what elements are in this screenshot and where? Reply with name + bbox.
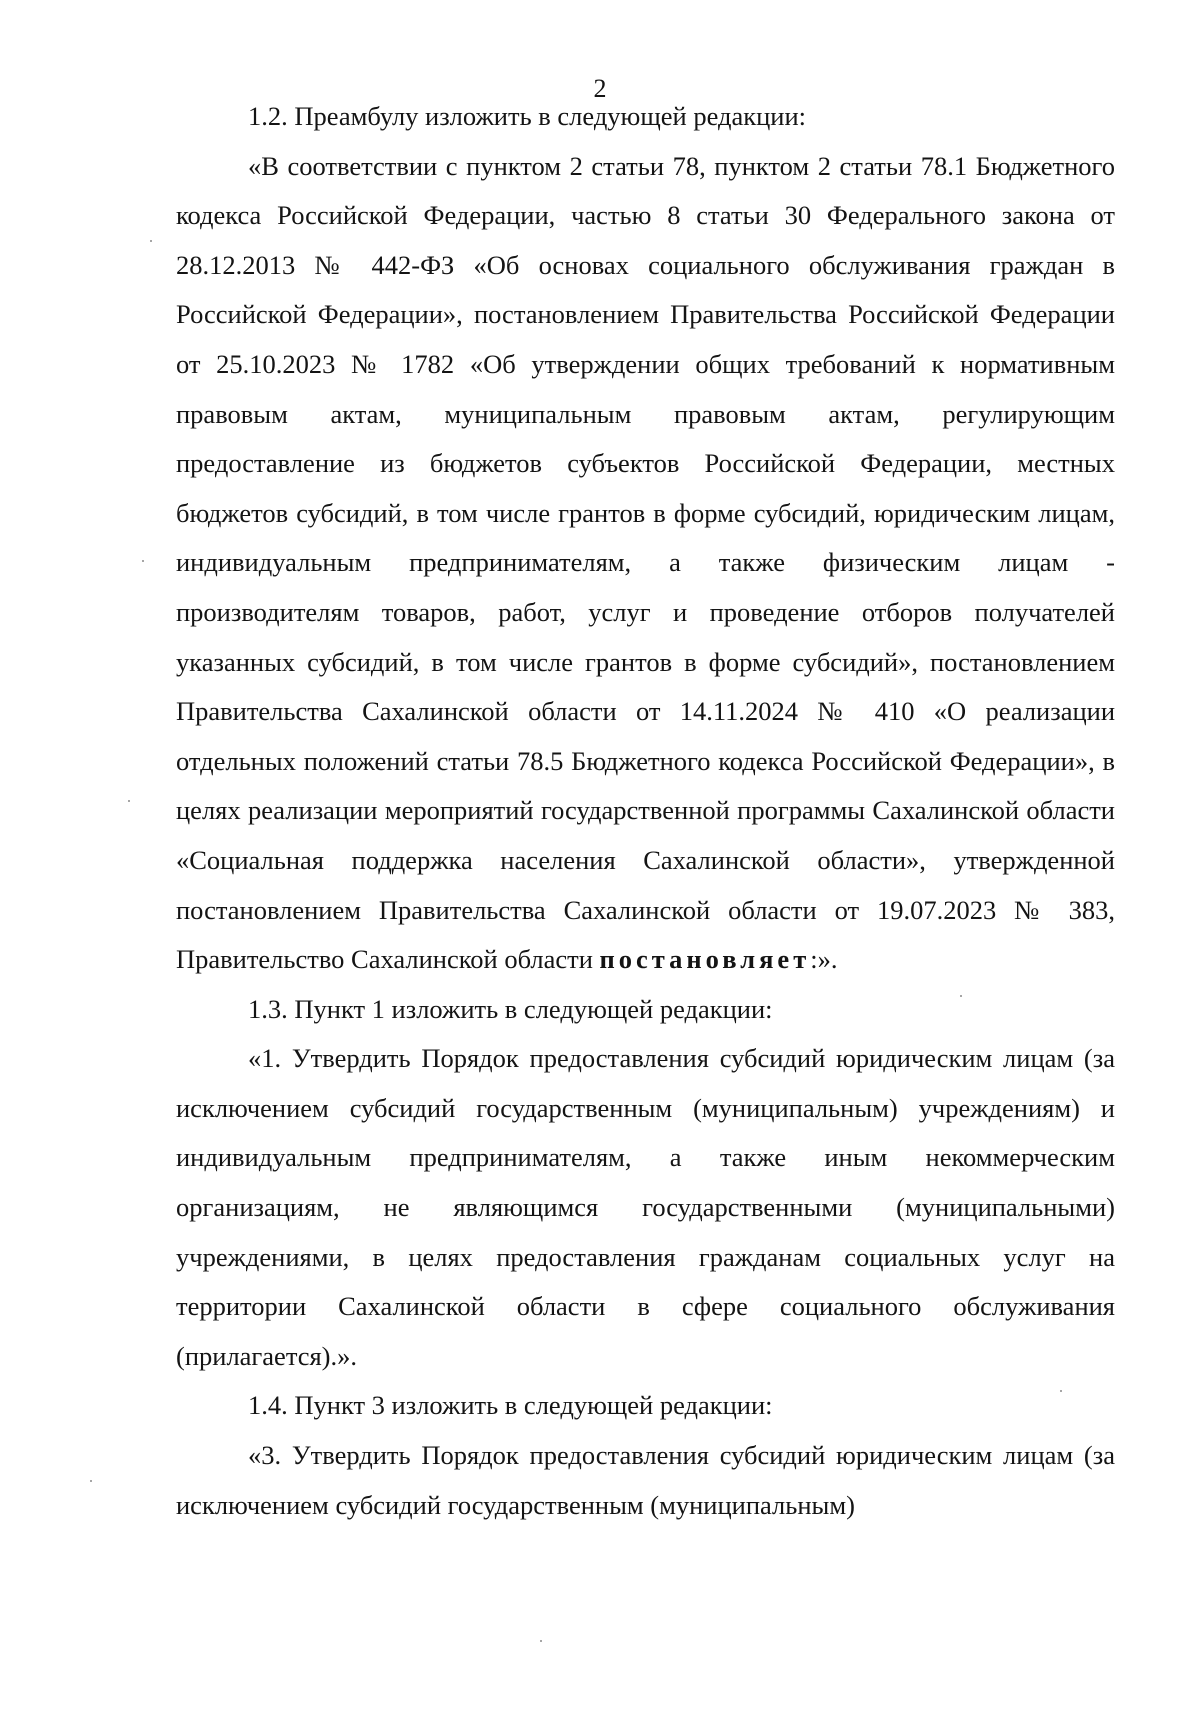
paragraph-preamble (176, 142, 1115, 985)
paragraph-1-3-heading: 1.3. Пункт 1 изложить в следующей редакции: (248, 993, 773, 1024)
preamble-tail: :». (810, 944, 838, 975)
document-body (176, 92, 1115, 1530)
scan-speck (128, 800, 130, 802)
scan-speck (90, 1480, 92, 1482)
paragraph-1-2-heading: 1.2. Преамбулу изложить в следующей редакции: (248, 101, 807, 131)
page-number: 2 (593, 74, 607, 103)
scan-speck (960, 995, 962, 997)
preamble-text: «В соответствии с пунктом 2 статьи 78, пунктом 2 статьи 78.1 Бюджетного кодекса Российской Федерации, частью 8 статьи 30 Федерального закона от 28.12.2013 № 442-ФЗ «Об основах социального обслуживания граждан в Российской Федерации», постановлением Правительства Российской Федерации от 25.10.2023 № 1782 «Об утверждении общих требований к нормативным правовым актам, муниципальным правовым актам, регулирующим предоставление из бюджетов субъектов Российской Федерации, местных бюджетов субсидий, в том числе грантов в форме субсидий, юридическим лицам, индивидуальным предпринимателям, а также физическим лицам - производителям товаров, работ, услуг и проведение отборов получателей указанных субсидий, в том числе грантов в форме субсидий», постановлением Правительства Сахалинской области от 14.11.2024 № 410 «О реализации отдельных положений статьи 78.5 Бюджетного кодекса Российской Федерации», в целях реализации мероприятий государственной программы Сахалинской области «Социальная поддержка населения Сахалинской области», утвержденной постановлением Правительства Сахалинской области от 19.07.2023 № 383, Правительство Сахалинской области (176, 150, 1115, 975)
paragraph-point-1: «1. Утвердить Порядок предоставления субсидий юридическим лицам (за исключением субсидий государственным (муниципальным) учреждениям) и индивидуальным предпринимателям, а также иным некоммерческим организациям, не являющимся государственными (муниципальными) учреждениями, в целях предоставления гражданам социальных услуг на территории Сахалинской области в сфере социального обслуживания (прилагается).». (176, 1043, 1115, 1371)
scan-speck (150, 240, 152, 242)
scan-speck (142, 560, 144, 562)
paragraph-point-3: «3. Утвердить Порядок предоставления субсидий юридическим лицам (за исключением субсидий государственным (муниципальным) (176, 1440, 1115, 1520)
scan-speck (1060, 1390, 1062, 1392)
scan-speck (540, 1640, 542, 1642)
paragraph-1-4-heading: 1.4. Пункт 3 изложить в следующей редакции: (248, 1390, 773, 1421)
preamble-emphasis: постановляет (599, 944, 811, 975)
